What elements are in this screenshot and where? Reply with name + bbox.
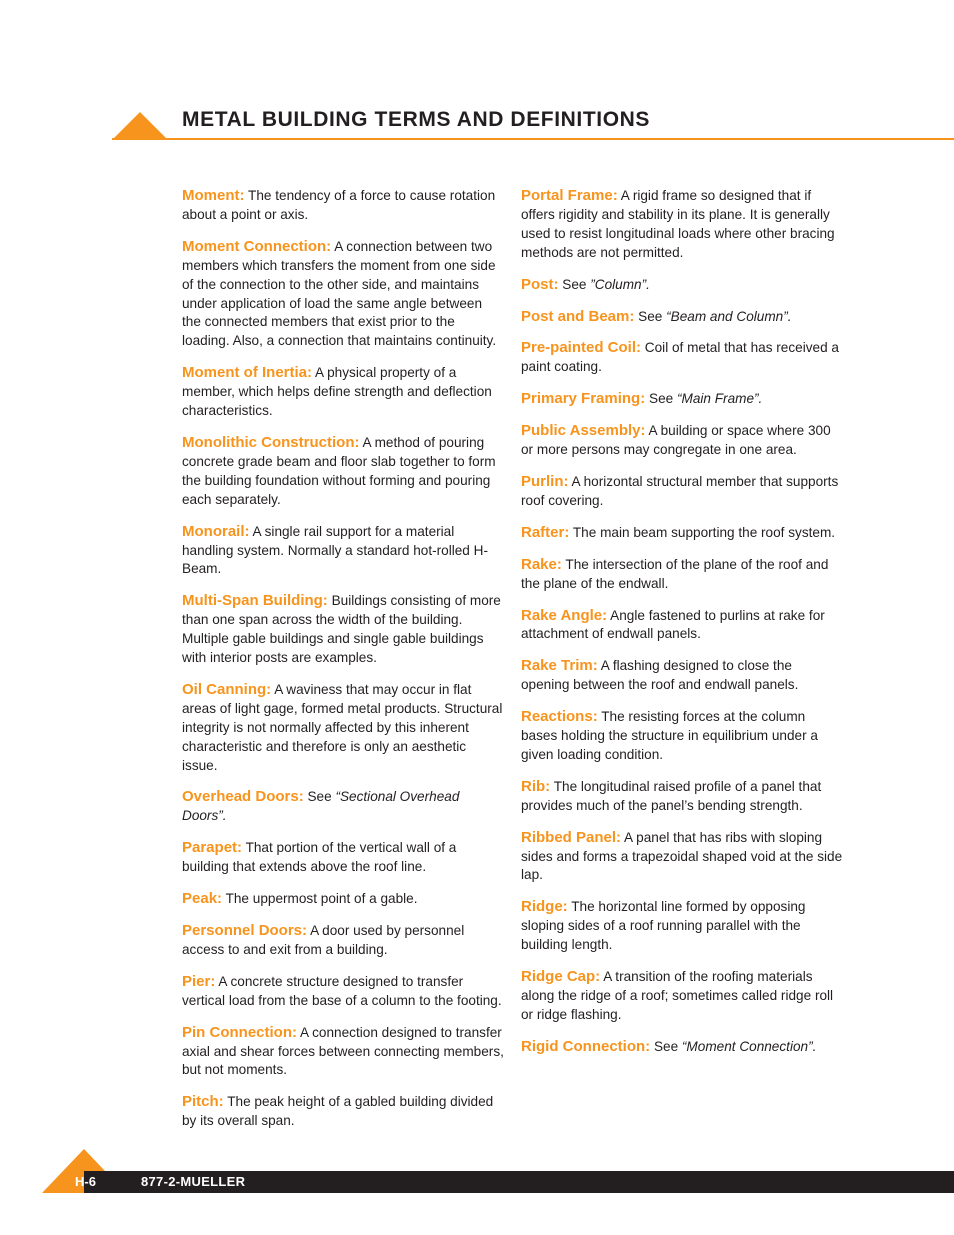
definition-entry (521, 556, 843, 594)
left-column (182, 187, 504, 1144)
term: Parapet: (182, 839, 243, 857)
definition-text: Angle fastened to purlins at rake for attachment of endwall panels. (521, 607, 825, 642)
footer-phone: 877-2-MUELLER (141, 1174, 246, 1189)
header-rule (112, 138, 954, 140)
definition-entry (521, 390, 843, 409)
header-triangle-accent (112, 112, 168, 140)
term: Moment Connection: (182, 237, 332, 255)
term: Rake Angle: (521, 606, 608, 624)
definition-text: Coil of metal that has received a paint coating. (521, 340, 839, 375)
term: Rib: (521, 777, 551, 795)
definition-entry (182, 922, 504, 960)
definition-text: A flashing designed to close the opening between the roof and endwall panels. (521, 658, 799, 693)
definition-text: A rigid frame so designed that if offers rigidity and stability in its plane. It is generally used to resist longitudinal loads where other bracing methods are not permitted. (521, 188, 835, 260)
definition-text: A building or space where 300 or more persons may congregate in one area. (521, 423, 831, 458)
see-reference: “Sectional Overhead Doors”. (182, 789, 460, 824)
definition-text: See (562, 276, 587, 292)
definition-entry (182, 523, 504, 580)
term: Primary Framing: (521, 390, 646, 408)
definition-text: Buildings consisting of more than one span across the width of the building. Multiple gable buildings and single gable buildings with interior posts are examples. (182, 593, 501, 666)
term: Overhead Doors: (182, 788, 304, 806)
definition-text: That portion of the vertical wall of a building that extends above the roof line. (182, 840, 457, 875)
term: Portal Frame: (521, 187, 618, 204)
definition-text: A waviness that may occur in flat areas of light gage, formed metal products. Structural integrity is not normally affected by this inherent characteristic and therefore is only an aesthetic issue. (182, 681, 503, 773)
definition-entry (521, 308, 843, 327)
term: Ridge: (521, 898, 568, 916)
definition-entry (521, 968, 843, 1025)
definition-text: A method of pouring concrete grade beam and floor slab together to form the building foundation without forming and pouring each separately. (182, 434, 496, 507)
definition-entry (521, 473, 843, 511)
term: Rigid Connection: (521, 1037, 651, 1055)
definition-entry (182, 434, 504, 510)
term: Oil Canning: (182, 680, 272, 698)
term: Post: (521, 275, 559, 293)
definition-entry (521, 778, 843, 816)
definition-text: A connection designed to transfer axial and shear forces between connecting members, but not moments. (182, 1024, 504, 1078)
definition-text: The intersection of the plane of the roof and the plane of the endwall. (521, 556, 829, 591)
definition-text: See (653, 1038, 679, 1054)
definition-entry (182, 1093, 504, 1131)
definition-entry (182, 890, 504, 909)
definition-entry (521, 657, 843, 695)
definition-entry (182, 839, 504, 877)
definition-entry (182, 681, 504, 776)
term: Pier: (182, 972, 216, 990)
definition-entry (521, 898, 843, 955)
definition-entry (521, 187, 843, 263)
term: Pitch: (182, 1093, 224, 1111)
term: Multi-Span Building: (182, 592, 328, 610)
definition-text: The horizontal line formed by opposing sloping sides of a roof running parallel with the building length. (521, 899, 806, 953)
definition-entry (182, 364, 504, 421)
definition-text: A transition of the roofing materials along the ridge of a roof; sometimes called ridge roll or ridge flashing. (521, 969, 834, 1022)
see-reference: ”Column”. (590, 276, 650, 292)
definition-entry (182, 592, 504, 668)
definition-entry (182, 1024, 504, 1081)
definition-entry (521, 829, 843, 886)
page-number: H-6 (75, 1174, 96, 1189)
term: Rake: (521, 555, 562, 573)
right-column (521, 187, 843, 1070)
definition-text: The resisting forces at the column bases holding the structure in equilibrium under a given loading condition. (521, 709, 818, 762)
definition-entry (182, 187, 504, 225)
definition-entry (521, 524, 843, 543)
definition-text: A panel that has ribs with sloping sides and forms a trapezoidal shaped void at the side lap. (521, 829, 843, 883)
definition-entry (182, 973, 504, 1011)
definition-text: The peak height of a gabled building divided by its overall span. (182, 1094, 494, 1129)
term: Monorail: (182, 522, 250, 540)
term: Rafter: (521, 523, 570, 541)
definition-entry (521, 607, 843, 645)
term: Purlin: (521, 472, 569, 490)
definition-text: The main beam supporting the roof system. (572, 524, 836, 540)
definition-entry (182, 238, 504, 351)
definition-text: A horizontal structural member that supports roof covering. (521, 473, 839, 508)
definition-text: A connection between two members which transfers the moment from one side of the connection to the other side, and maintains under application of load the same angle between the connected members that exist prior to the loading. Also, a connection that maintains continuity. (182, 238, 497, 349)
term: Moment of Inertia: (182, 364, 312, 382)
definition-text: A concrete structure designed to transfer vertical load from the base of a column to the footing. (182, 973, 502, 1008)
term: Ridge Cap: (521, 968, 601, 986)
definition-entry (521, 276, 843, 295)
term: Ribbed Panel: (521, 828, 622, 846)
page-title: METAL BUILDING TERMS AND DEFINITIONS (182, 108, 651, 131)
term: Reactions: (521, 708, 598, 726)
term: Moment: (182, 187, 245, 204)
definition-entry (182, 788, 504, 826)
see-reference: “Moment Connection”. (681, 1038, 817, 1054)
definition-entry (521, 1038, 843, 1057)
term: Peak: (182, 890, 223, 908)
term: Post and Beam: (521, 307, 635, 325)
term: Monolithic Construction: (182, 433, 360, 451)
see-reference: “Main Frame”. (676, 391, 763, 407)
definition-text: See (649, 391, 674, 407)
definition-entry (521, 422, 843, 460)
term: Pre-painted Coil: (521, 339, 642, 357)
definition-text: A physical property of a member, which helps define strength and deflection characteristics. (182, 365, 492, 419)
term: Rake Trim: (521, 657, 598, 675)
definition-text: The uppermost point of a gable. (225, 891, 418, 907)
definition-text: See (638, 308, 663, 324)
term: Pin Connection: (182, 1023, 297, 1041)
definition-text: A door used by personnel access to and exit from a building. (182, 923, 465, 957)
term: Public Assembly: (521, 422, 646, 440)
definition-text: See (307, 789, 332, 805)
definition-text: The longitudinal raised profile of a panel that provides much of the panel’s bending strength. (521, 778, 822, 813)
definition-text: A single rail support for a material handling system. Normally a standard hot-rolled H-Beam. (182, 523, 488, 577)
definition-entry (521, 708, 843, 765)
definition-entry (521, 339, 843, 377)
term: Personnel Doors: (182, 922, 308, 939)
see-reference: “Beam and Column”. (666, 308, 792, 324)
definition-text: The tendency of a force to cause rotation about a point or axis. (182, 188, 496, 222)
